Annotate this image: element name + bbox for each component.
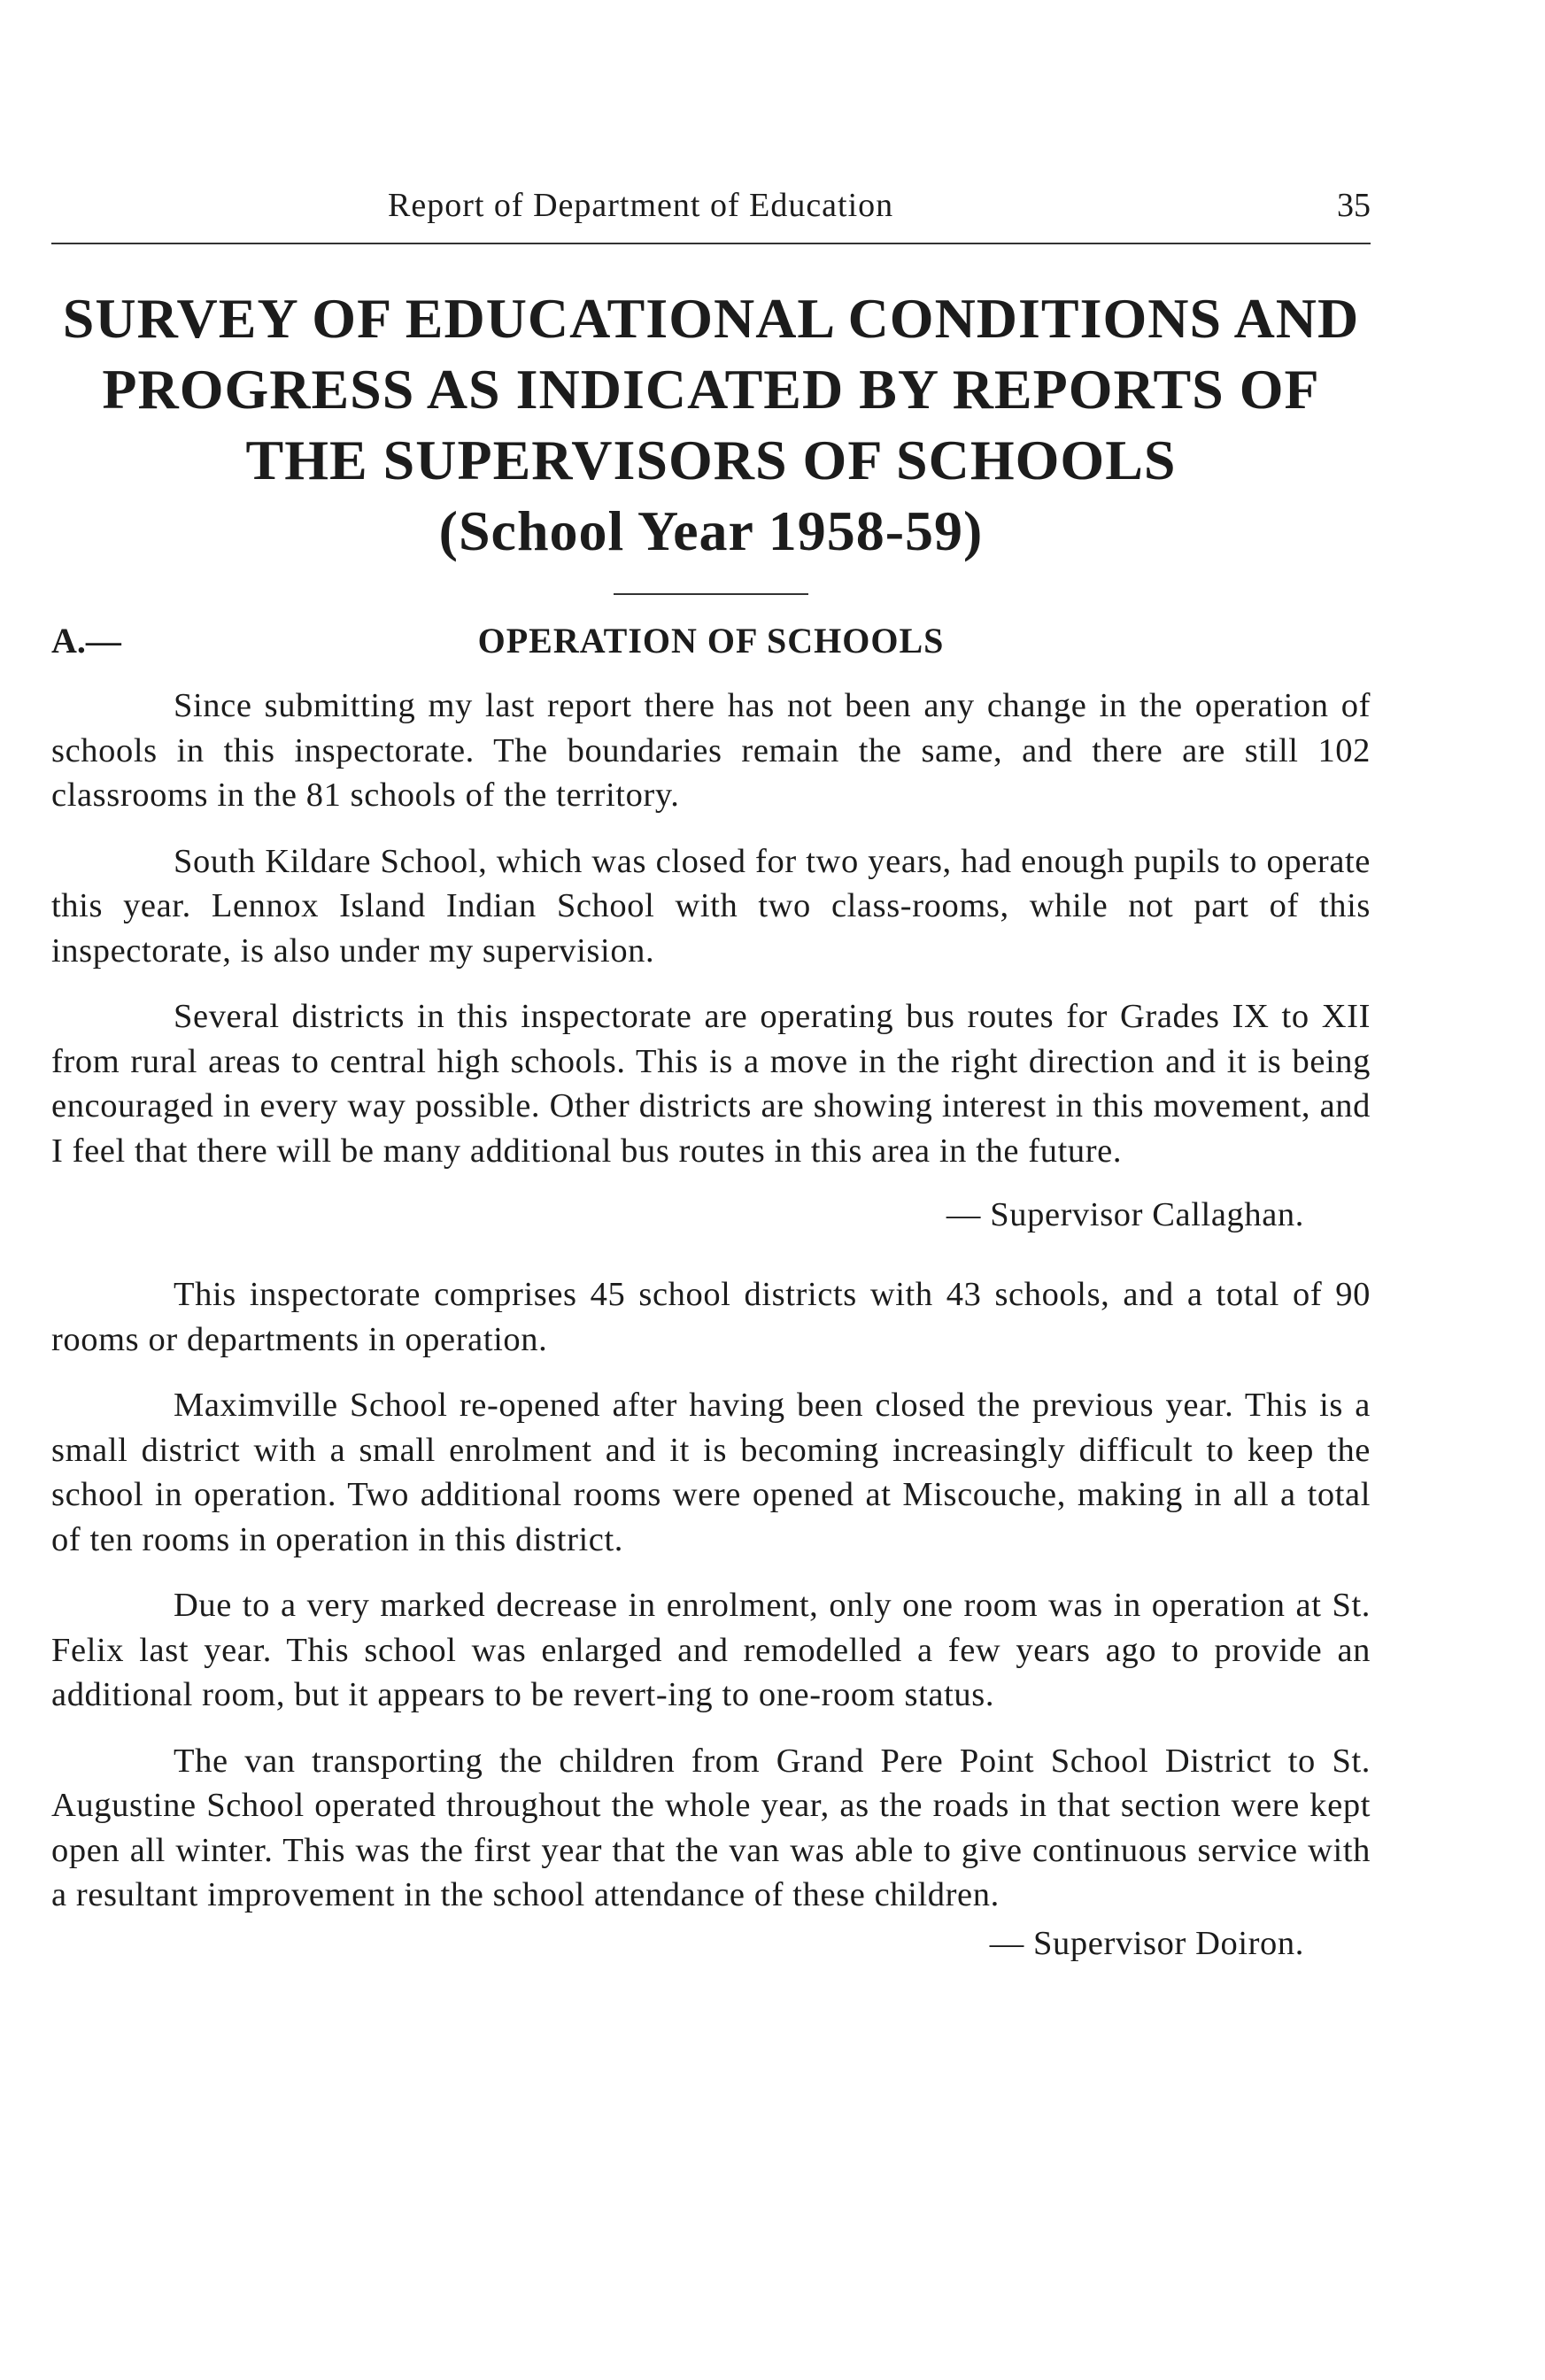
paragraph: The van transporting the children from Grand Pere Point School District to St. Augustine School operated throughout the whole year, as the roads in that section were kept open all winter. This was the first year that the van was able to give continuous service with a resultant improvement in the school attendance of these children.	[51, 1742, 1371, 1913]
paragraph: This inspectorate comprises 45 school districts with 43 schools, and a total of 90 rooms or departments in operation.	[51, 1276, 1371, 1358]
paragraph: South Kildare School, which was closed for two years, had enough pupils to operate this year. Lennox Island Indian School with two class-rooms, while not part of this inspectorate, is also under my supervision.	[51, 842, 1371, 970]
signature: — Supervisor Callaghan.	[946, 1196, 1304, 1233]
paragraph: Several districts in this inspectorate are operating bus routes for Grades IX to XII from rural areas to central high schools. This is a move in the right direction and it is being encouraged in every way possible. Other districts are showing interest in this movement, and I feel that there will be many additional bus routes in this area in the future.	[51, 998, 1371, 1170]
running-header	[51, 177, 1371, 230]
document-page	[51, 177, 1371, 1966]
section-heading	[51, 620, 1371, 664]
header-rule	[51, 243, 1371, 244]
paragraph: Since submitting my last report there has not been any change in the operation of schools in this inspectorate. The boundaries remain the same, and there are still 102 classrooms in the 81 schools of the territory.	[51, 687, 1371, 814]
page-title	[51, 283, 1371, 567]
title-line: PROGRESS AS INDICATED BY REPORTS OF	[102, 358, 1320, 421]
paragraph: Maximville School re-opened after having been closed the previous year. This is a small district with a small enrolment and it is becoming increasingly difficult to keep the school in operation. Two additional rooms were opened at Miscouche, making in all a total of ten rooms in operation in this district.	[51, 1387, 1371, 1558]
paragraph: Due to a very marked decrease in enrolment, only one room was in operation at St. Felix last year. This school was enlarged and remodelled a few years ago to provide an additional room, but it appears to be revert-ing to one-room status.	[51, 1587, 1371, 1713]
title-divider	[614, 593, 808, 595]
title-line: SURVEY OF EDUCATIONAL CONDITIONS AND	[62, 287, 1360, 350]
running-title: Report of Department of Education	[388, 187, 894, 224]
title-line: THE SUPERVISORS OF SCHOOLS	[245, 429, 1177, 491]
signature: — Supervisor Doiron.	[989, 1924, 1304, 1962]
section-letter: A.—	[51, 621, 121, 661]
doiron-report	[51, 1272, 1371, 1966]
page-number: 35	[1337, 187, 1371, 224]
callaghan-report	[51, 684, 1371, 1237]
title-subline: (School Year 1958-59)	[438, 499, 984, 562]
section-title: OPERATION OF SCHOOLS	[477, 621, 945, 661]
